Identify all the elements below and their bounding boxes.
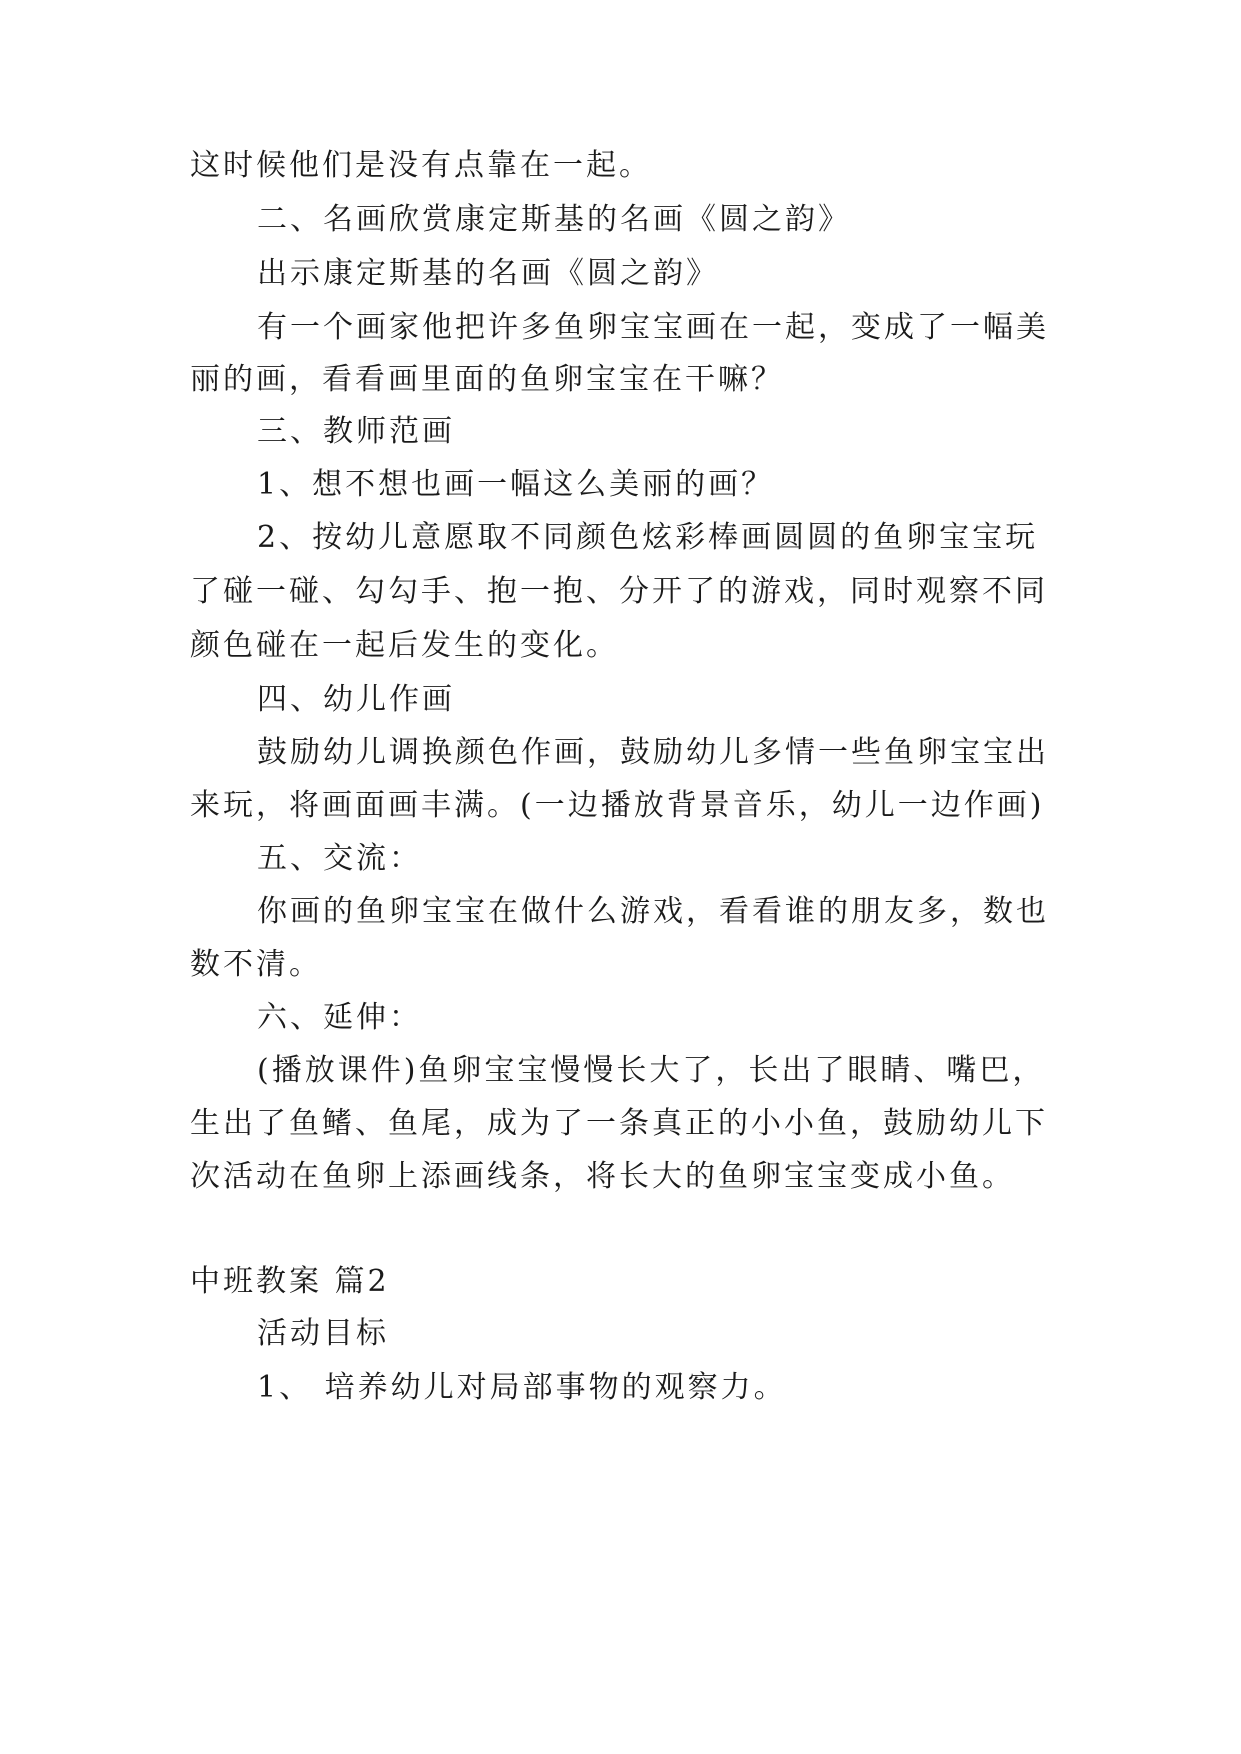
section-heading: 二、名画欣赏康定斯基的名画《圆之韵》 bbox=[257, 202, 851, 237]
paragraph-line: 有一个画家他把许多鱼卵宝宝画在一起，变成了一幅美 bbox=[257, 310, 1049, 345]
paragraph-line: 次活动在鱼卵上添画线条，将长大的鱼卵宝宝变成小鱼。 bbox=[190, 1159, 1015, 1194]
paragraph-line: 了碰一碰、勾勾手、抱一抱、分开了的游戏，同时观察不同 bbox=[190, 574, 1048, 609]
paragraph-line: 鼓励幼儿调换颜色作画，鼓励幼儿多情一些鱼卵宝宝出 bbox=[257, 735, 1049, 770]
paragraph-line: (播放课件)鱼卵宝宝慢慢长大了，长出了眼睛、嘴巴， bbox=[257, 1053, 1046, 1088]
paragraph-line: 来玩，将画面画丰满。(一边播放背景音乐，幼儿一边作画) bbox=[190, 788, 1045, 823]
paragraph-line: 1、想不想也画一幅这么美丽的画？ bbox=[257, 467, 775, 502]
paragraph-line: 数不清。 bbox=[190, 947, 322, 982]
paragraph-line: 生出了鱼鳍、鱼尾，成为了一条真正的小小鱼，鼓励幼儿下 bbox=[190, 1106, 1048, 1141]
paragraph-line: 丽的画，看看画里面的鱼卵宝宝在干嘛？ bbox=[190, 362, 784, 397]
paragraph-line: 颜色碰在一起后发生的变化。 bbox=[190, 628, 619, 663]
paragraph-line: 2、按幼儿意愿取不同颜色炫彩棒画圆圆的鱼卵宝宝玩 bbox=[257, 520, 1039, 555]
paragraph-line: 1、 培养幼儿对局部事物的观察力。 bbox=[257, 1370, 787, 1405]
paragraph-line: 你画的鱼卵宝宝在做什么游戏，看看谁的朋友多，数也 bbox=[257, 894, 1049, 929]
section-heading: 三、教师范画 bbox=[257, 414, 455, 449]
section-heading: 四、幼儿作画 bbox=[257, 682, 455, 717]
document-heading: 中班教案 篇2 bbox=[190, 1264, 390, 1299]
paragraph-line: 出示康定斯基的名画《圆之韵》 bbox=[257, 256, 719, 291]
section-heading: 五、交流： bbox=[257, 841, 422, 876]
section-heading: 六、延伸： bbox=[257, 1000, 422, 1035]
section-heading: 活动目标 bbox=[257, 1316, 389, 1351]
paragraph-line: 这时候他们是没有点靠在一起。 bbox=[190, 148, 652, 183]
